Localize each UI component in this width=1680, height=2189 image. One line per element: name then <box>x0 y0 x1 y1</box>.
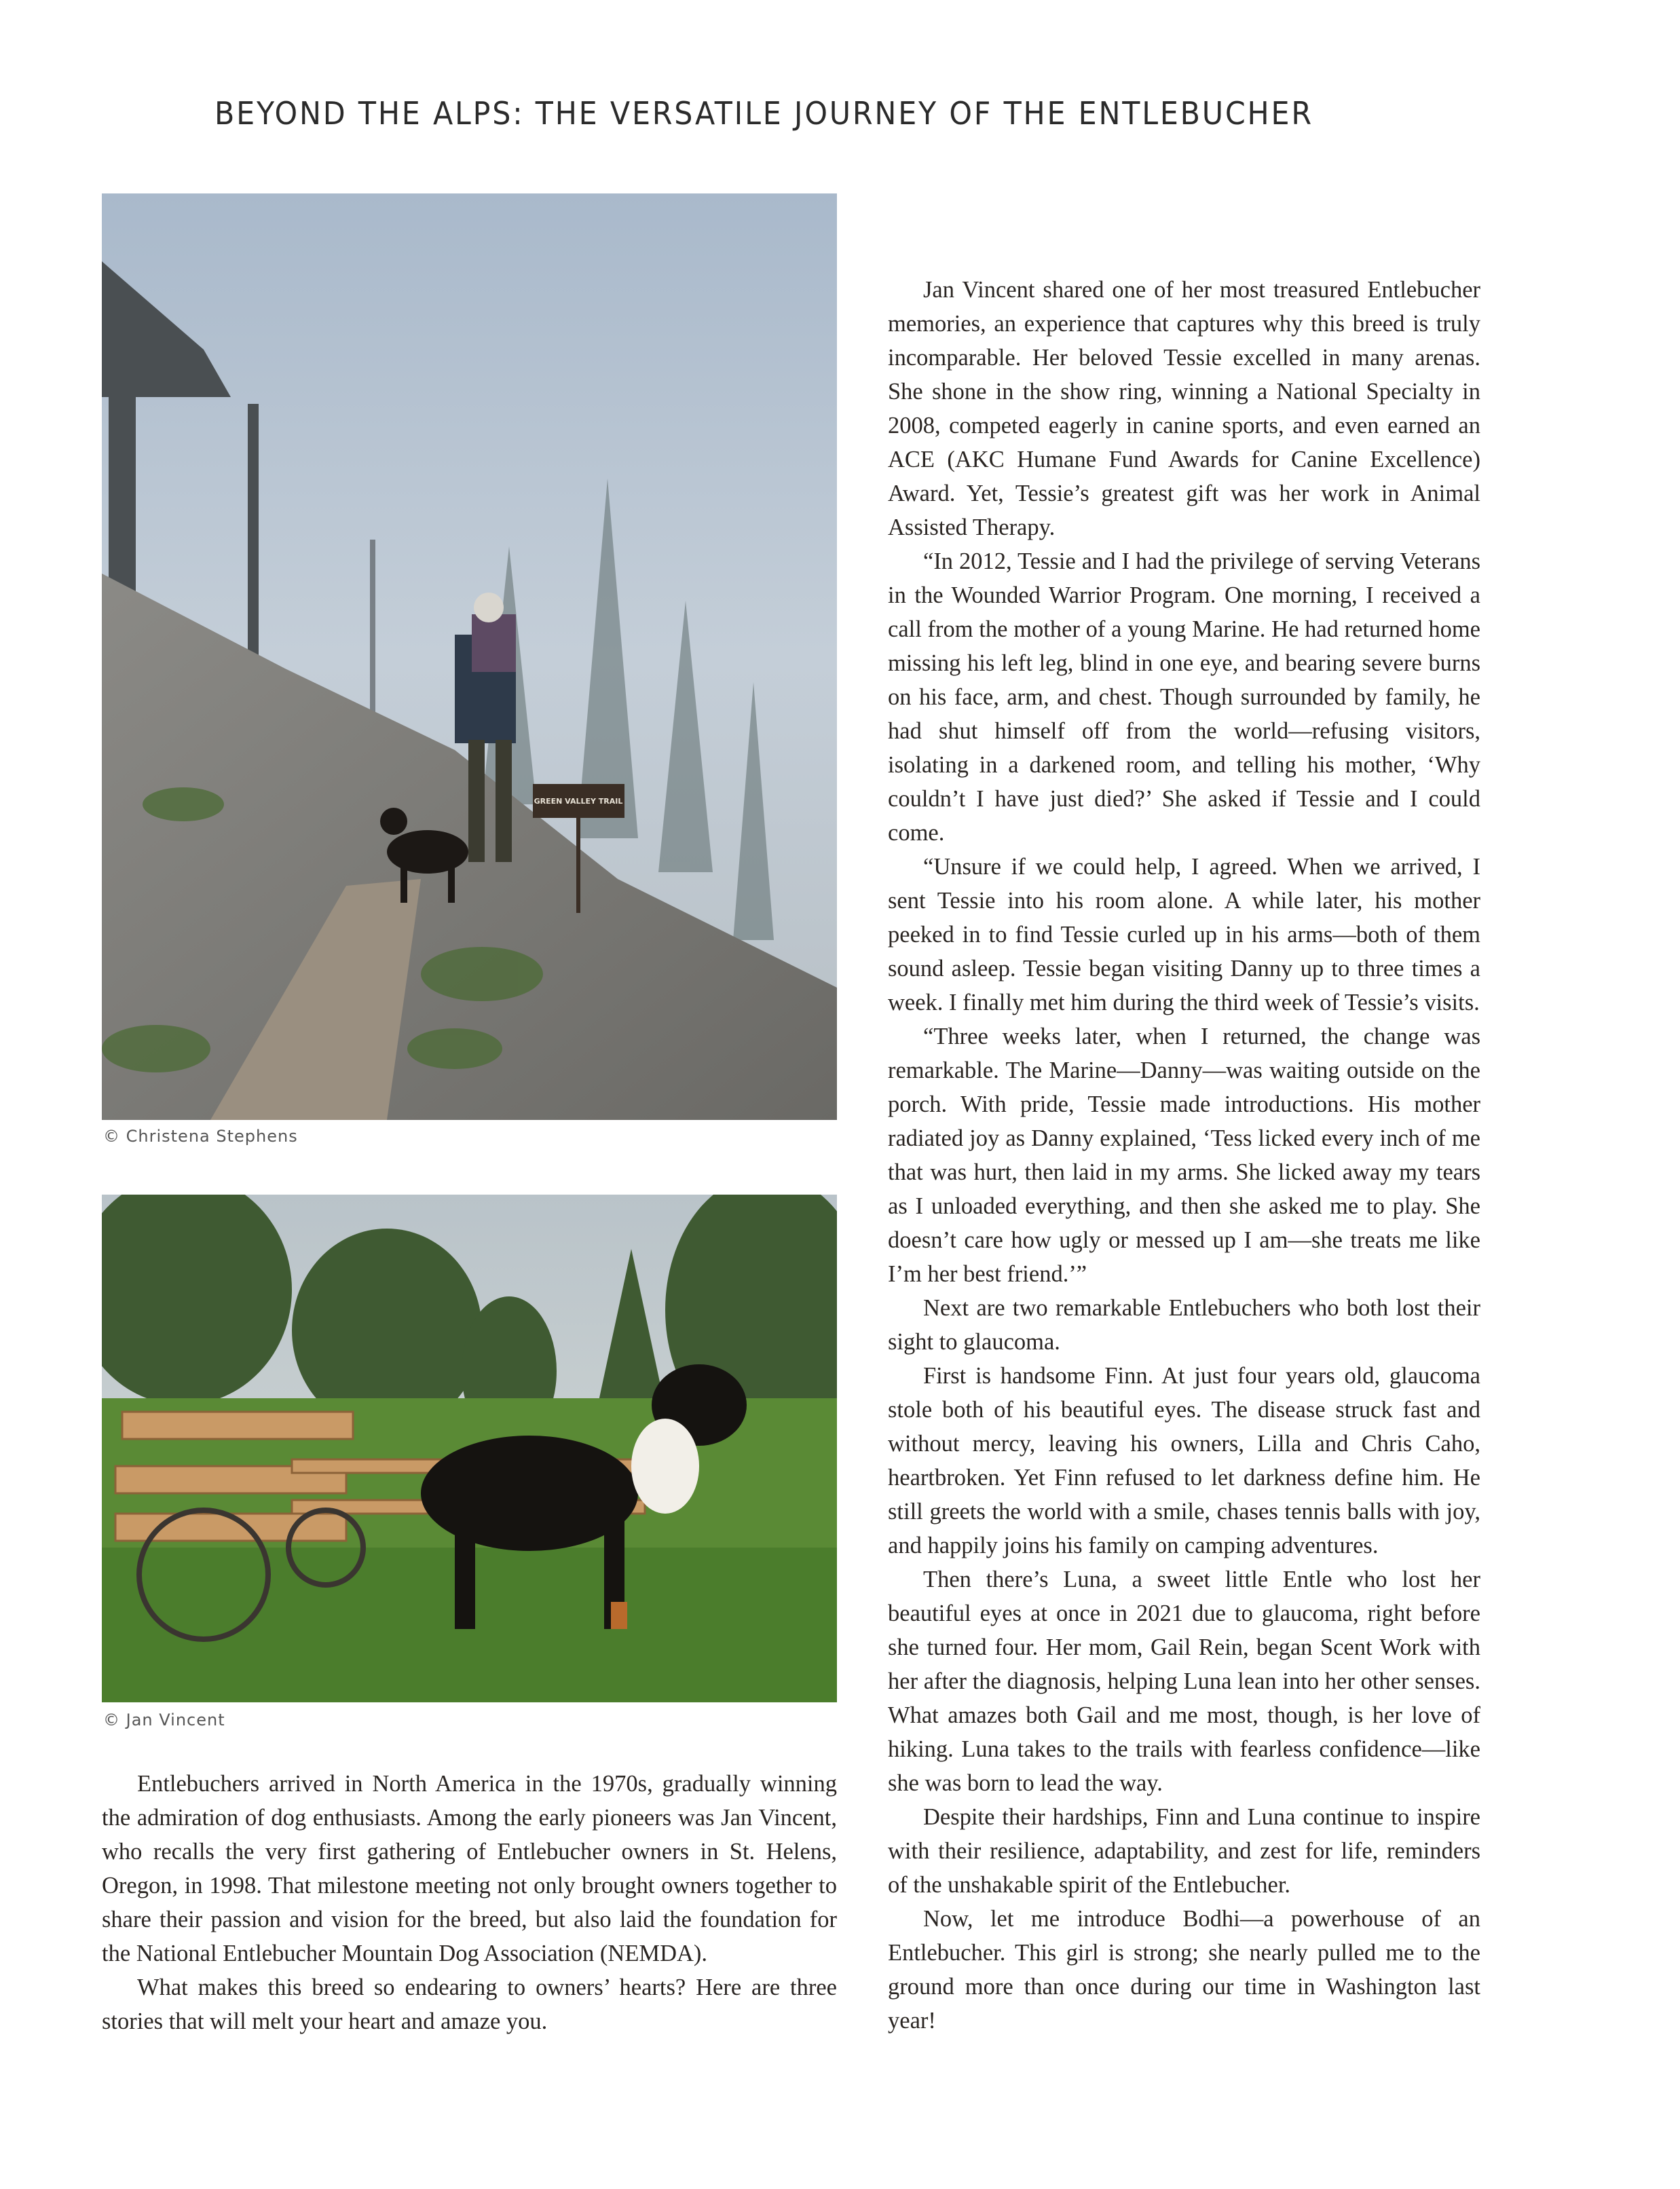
paragraph: Despite their hardships, Finn and Luna continue to inspire with their resilience, adaptability, and zest for life, reminders of the unshakable spirit of the Entlebucher. <box>888 1804 1480 1898</box>
paragraph: Then there’s Luna, a sweet little Entle who lost her beautiful eyes at once in 2021 due to glaucoma, right before she turned four. Her mom, Gail Rein, began Scent Work with her after the diagnosis, helping Luna lean into her other senses. What amazes both Gail and me most, though, is her love of hiking. Luna takes to the trails with fearless confidence—like she was born to lead the way. <box>888 1567 1480 1796</box>
photo-caption: © Christena Stephens <box>103 1127 298 1146</box>
photo-dog-with-cart <box>102 1195 837 1702</box>
paragraph: Entlebuchers arrived in North America in the 1970s, gradually winning the admiration of dog enthusiasts. Among the early pioneers was Jan Vincent, who recalls the very first gathering of Entlebucher owners in St. Helens, Oregon, in 1998. That milestone meeting not only brought owners together to share their passion and vision for the breed, but also laid the foundation for the National Entlebucher Mountain Dog Association (NEMDA). <box>102 1771 837 1966</box>
paragraph: What makes this breed so endearing to owners’ hearts? Here are three stories that will melt your heart and amaze you. <box>102 1975 837 2034</box>
paragraph: “Three weeks later, when I returned, the change was remarkable. The Marine—Danny—was waiting outside on the porch. With pride, Tessie made introductions. His mother radiated joy as Danny explained, ‘Tess licked every inch of me that was hurt, then laid in my arms. She licked away my tears as I unloaded everything, and then she asked me to play. She doesn’t care how ugly or messed up I am—she treats me like I’m her best friend.’” <box>888 1024 1480 1287</box>
photo-foggy-mountain-trail <box>102 193 837 1120</box>
paragraph: Now, let me introduce Bodhi—a powerhouse of an Entlebucher. This girl is strong; she nearly pulled me to the ground more than once during our time in Washington last year! <box>888 1906 1480 2034</box>
paragraph: “Unsure if we could help, I agreed. When we arrived, I sent Tessie into his room alone. A while later, his mother peeked in to find Tessie curled up in his arms—both of them sound asleep. Tessie began visiting Danny up to three times a week. I finally met him during the third week of Tessie’s visits. <box>888 854 1480 1015</box>
paragraph: First is handsome Finn. At just four years old, glaucoma stole both of his beautiful eyes. The disease struck fast and without mercy, leaving his owners, Lilla and Chris Caho, heartbroken. Yet Finn refused to let darkness define him. He still greets the world with a smile, chases tennis balls with joy, and happily joins his family on camping adventures. <box>888 1363 1480 1558</box>
photo-caption: © Jan Vincent <box>103 1710 225 1729</box>
page-title: BEYOND THE ALPS: THE VERSATILE JOURNEY OF THE ENTLEBUCHER <box>214 95 1313 132</box>
paragraph: Jan Vincent shared one of her most treasured Entlebucher memories, an experience that captures why this breed is truly incomparable. Her beloved Tessie excelled in many arenas. She shone in the show ring, winning a National Specialty in 2008, competed eagerly in canine sports, and even earned an ACE (AKC Humane Fund Awards for Canine Excellence) Award. Yet, Tessie’s greatest gift was her work in Animal Assisted Therapy. <box>888 277 1480 540</box>
article-left-column <box>102 1767 837 2038</box>
article-right-column <box>888 273 1480 2038</box>
paragraph: “In 2012, Tessie and I had the privilege of serving Veterans in the Wounded Warrior Program. One morning, I received a call from the mother of a young Marine. He had returned home missing his left leg, blind in one eye, and bearing severe burns on his face, arm, and chest. Though surrounded by family, he had shut himself off from the world—refusing visitors, isolating in a darkened room, and telling his mother, ‘Why couldn’t I have just died?’ She asked if Tessie and I could come. <box>888 548 1480 846</box>
paragraph: Next are two remarkable Entlebuchers who both lost their sight to glaucoma. <box>888 1295 1480 1355</box>
trail-sign-text: GREEN VALLEY TRAIL <box>534 797 623 806</box>
